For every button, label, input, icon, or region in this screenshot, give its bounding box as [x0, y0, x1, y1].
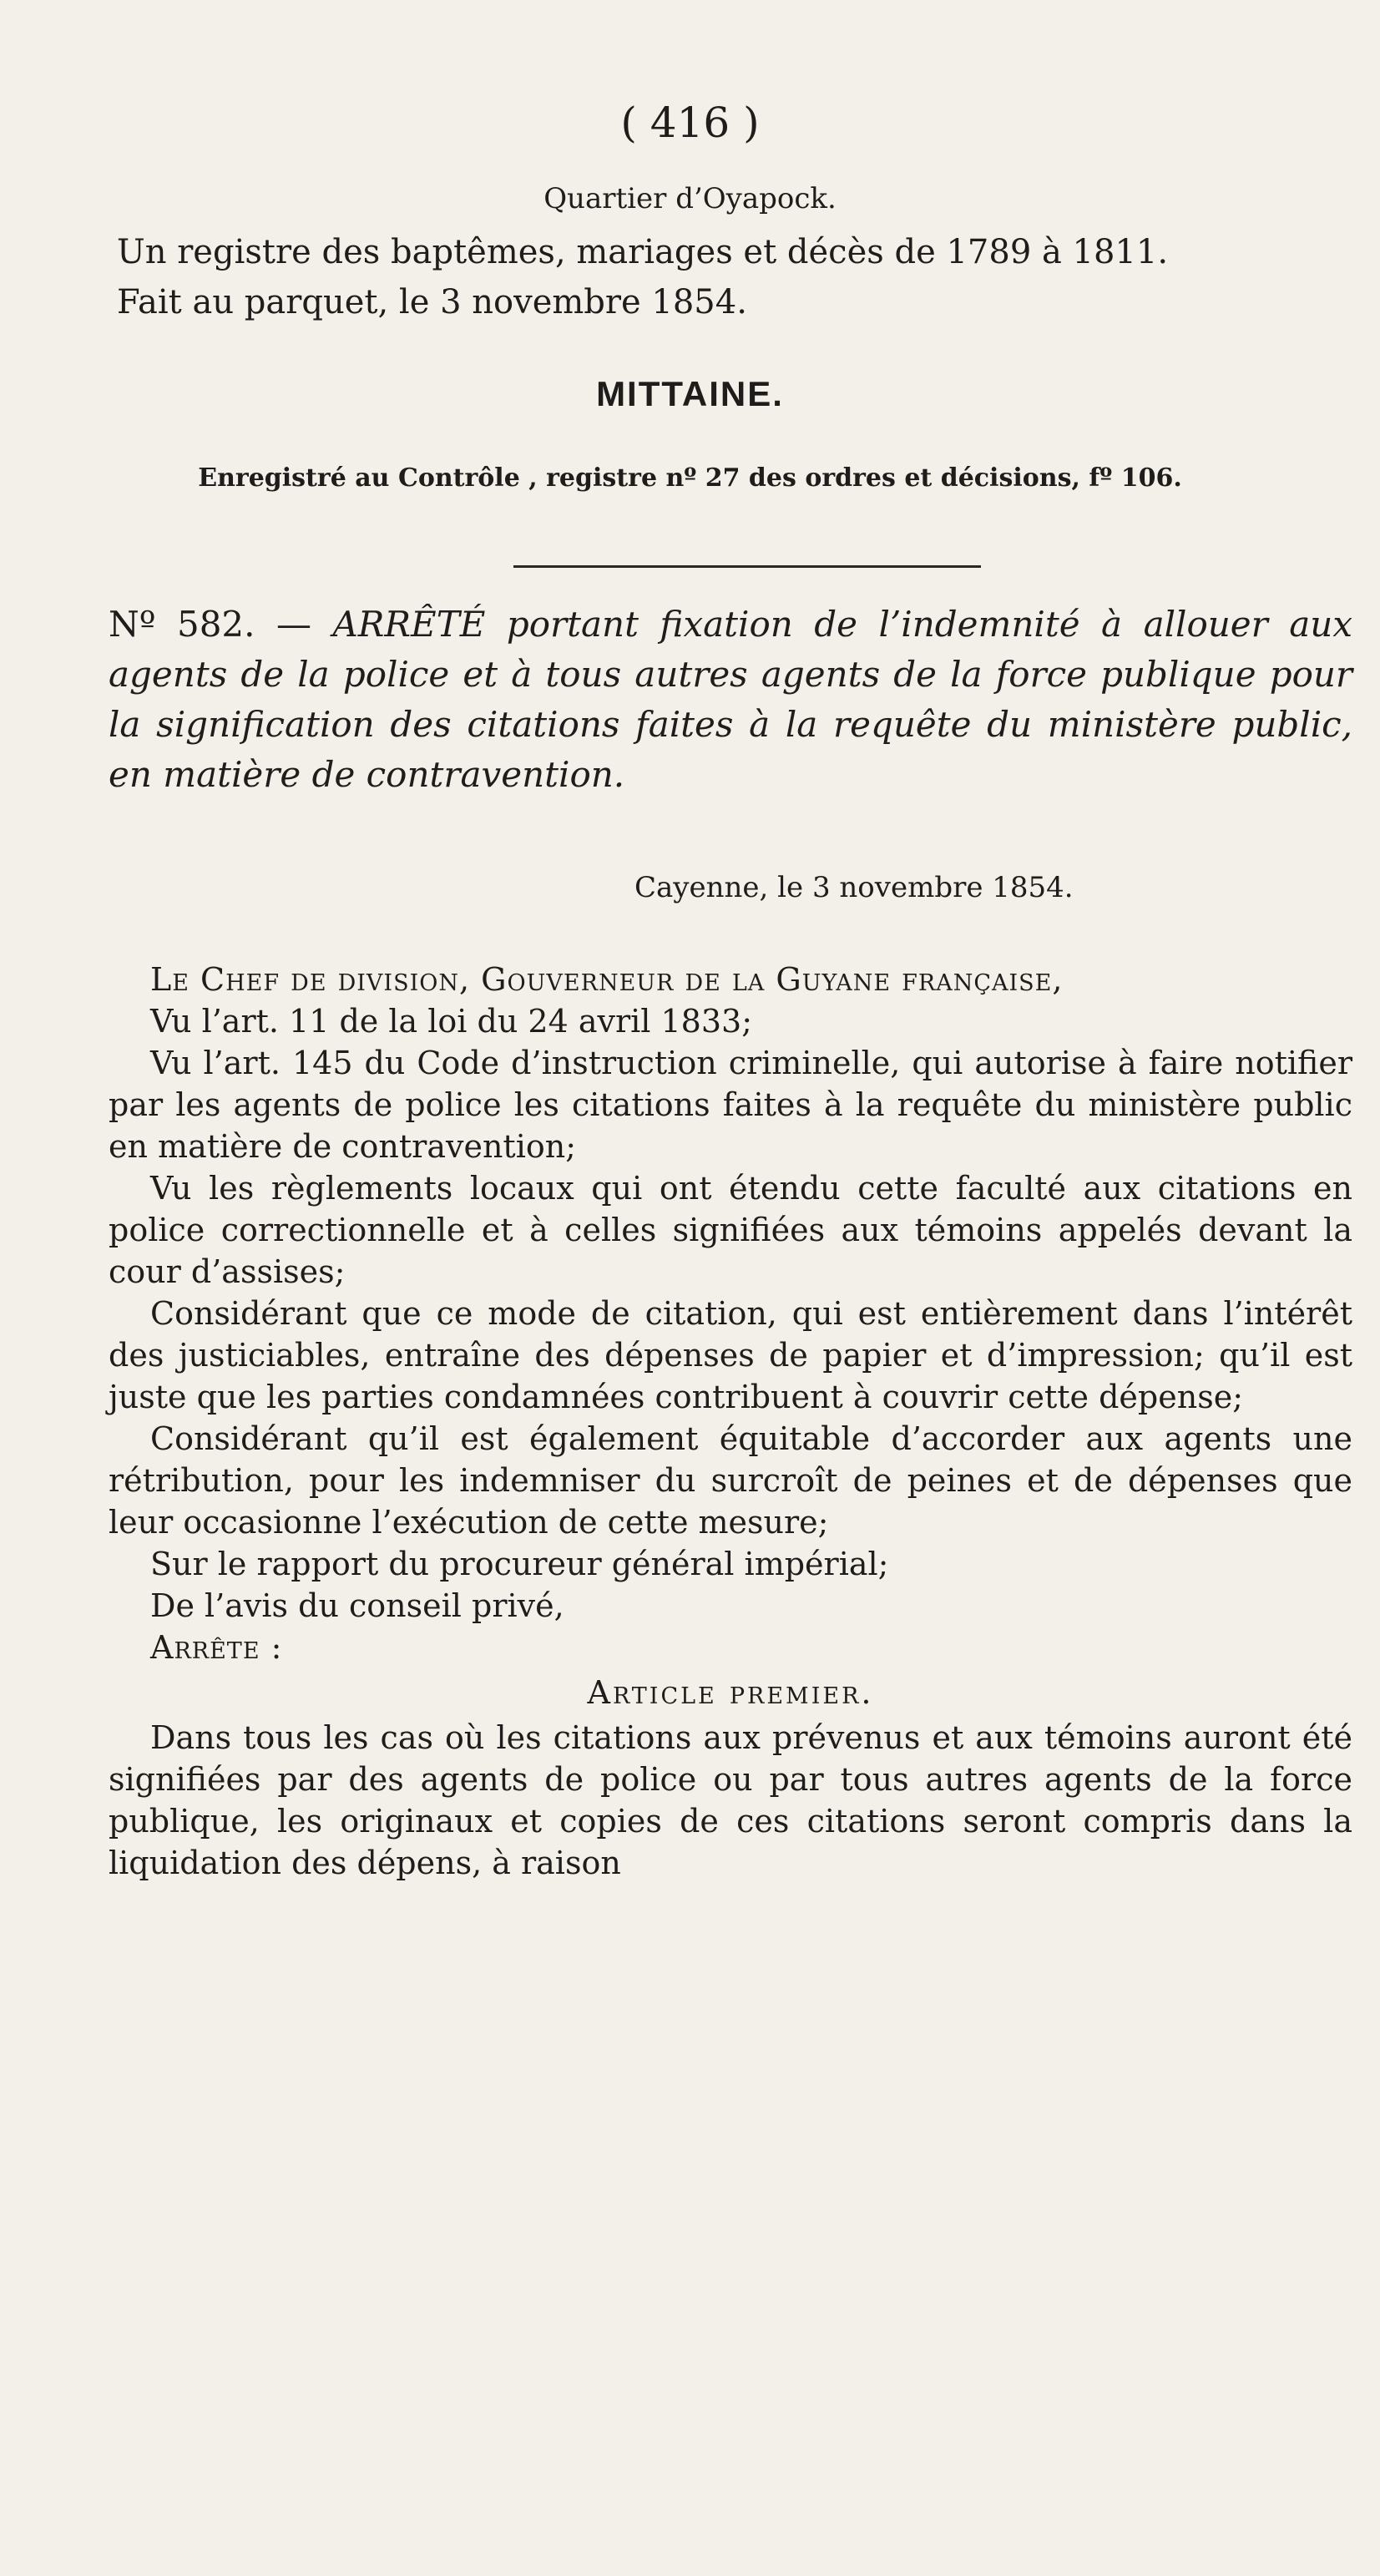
paragraph: Le Chef de division, Gouverneur de la Guyane française, [150, 961, 1064, 998]
fait-line: Fait au parquet, le 3 novembre 1854. [117, 283, 747, 321]
paragraph: Considérant qu’il est également équitable d’accorder aux agents une rétribution, pour les indemniser du surcroît de peines et de dépenses que leur occasionne l’exécution de cette mesure; [109, 1420, 1352, 1541]
section-heading: Article premier. [587, 1674, 874, 1711]
paragraph: Vu l’art. 145 du Code d’instruction criminelle, qui autorise à faire notifier par les agents de police les citations faites à la requête du ministère public en matière de contravention; [109, 1045, 1352, 1165]
date-line: Cayenne, le 3 novembre 1854. [634, 871, 1074, 904]
paragraph: Dans tous les cas où les citations aux prévenus et aux témoins auront été signifiées par des agents de police ou par tous autres agents de la force publique, les originaux et copies de ces citations seront compris dans la liquidation des dépens, à raison [109, 1719, 1352, 1881]
signataire: MITTAINE. [596, 374, 784, 413]
page-number: ( 416 ) [620, 99, 760, 147]
arrete-number: Nº 582. — [109, 604, 311, 645]
paragraph: Arrête : [150, 1629, 283, 1666]
arrete-body [109, 959, 1352, 1884]
paragraph: De l’avis du conseil privé, [150, 1587, 564, 1624]
paragraph: Sur le rapport du procureur général impérial; [150, 1546, 889, 1582]
registre-line: Un registre des baptêmes, mariages et décès de 1789 à 1811. [117, 233, 1169, 271]
arrete-title [109, 600, 1352, 800]
quartier-heading: Quartier d’Oyapock. [543, 182, 837, 215]
separator-rule [513, 565, 981, 568]
paragraph: Considérant que ce mode de citation, qui est entièrement dans l’intérêt des justiciables, entraîne des dépenses de papier et d’impression; qu’il est juste que les parties condamnées contribuent à couvrir cette dépense; [109, 1295, 1352, 1415]
paragraph: Vu les règlements locaux qui ont étendu cette faculté aux citations en police correctionnelle et à celles signifiées aux témoins appelés devant la cour d’assises; [109, 1170, 1352, 1290]
enregistrement-line: Enregistré au Contrôle , registre nº 27 des ordres et décisions, fº 106. [198, 463, 1182, 493]
arrete-title-text: ARRÊTÉ portant fixation de l’indemnité à allouer aux agents de la police et à tous autres agents de la force publique pour la signification des citations faites à la requête du ministère public, en matière de contravention. [109, 604, 1353, 795]
paragraph: Vu l’art. 11 de la loi du 24 avril 1833; [150, 1003, 753, 1040]
